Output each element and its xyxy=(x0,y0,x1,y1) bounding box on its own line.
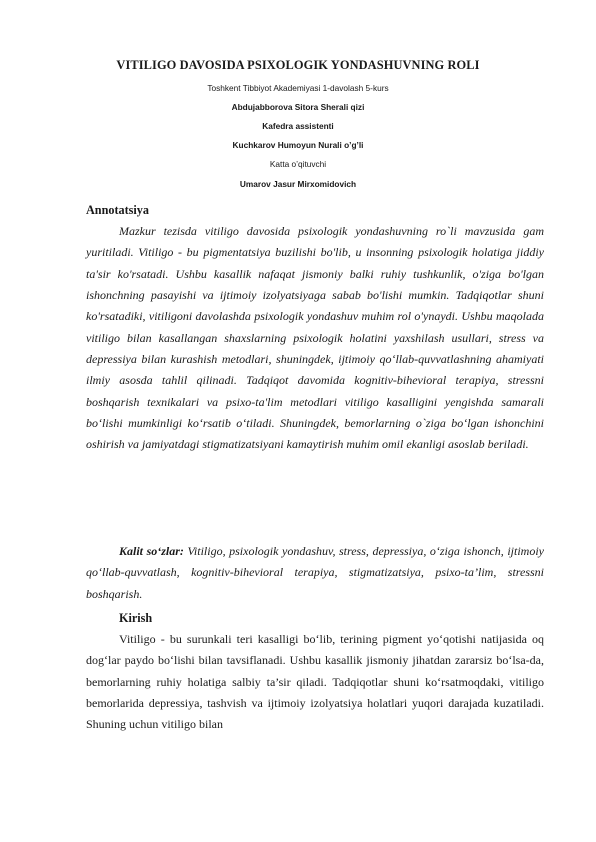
author-name-2: Kuchkarov Humoyun Nurali o’g’li xyxy=(232,140,364,150)
author-name-1: Abdujabborova Sitora Sherali qizi xyxy=(231,102,365,112)
keywords-paragraph xyxy=(86,541,544,605)
abstract-paragraph: Mazkur tezisda vitiligo davosida psixologik yondashuvning ro`li mavzusida gam yuritiladi. Vitiligo - bu pigmentatsiya buzilishi bo'lib, u insonning psixologik holatiga jiddiy ta'sir ko'rsatadi. Ushbu kasallik nafaqat jismoniy balki ruhiy tushkunlik, o'ziga bo'lgan ishonchning pasayishi va ijtimoiy izolyatsiyaga sabab bo'lishi mumkin. Tadqiqotlar shuni ko'rsatadiki, vitiligoni davolashda psixologik yondashuv muhim rol o'ynaydi. Ushbu maqolada vitiligo bilan kasallangan shaxslarning psixologik holatini yaxshilash usullari, stress va depressiya bilan kurashish metodlari, shuningdek, ijtimoiy qo‘llab-quvvatlashning ahamiyati ilmiy asosda tahlil qilinadi. Tadqiqot davomida kognitiv-bihevioral terapiya, stressni boshqarish texnikalari va psixo-ta'lim metodlari vitiligo kasalligini yengishda samarali bo‘lishi mumkinligi ko‘rsatib o‘tiladi. Shuningdek, bemorlarning o`ziga bo‘lgan ishonchini oshirish va jamiyatdagi stigmatizatsiyani kamaytirish muhim omil ekanligi asoslab beriladi. xyxy=(86,224,544,452)
abstract-heading: Annotatsiya xyxy=(86,203,149,217)
paper-title: VITILIGO DAVOSIDA PSIXOLOGIK YONDASHUVNING ROLI xyxy=(116,58,480,72)
author-role-2: Katta o’qituvchi xyxy=(269,159,327,169)
keywords-label: Kalit so‘zlar: xyxy=(119,544,184,558)
affiliation: Toshkent Tibbiyot Akademiyasi 1-davolash 5-kurs xyxy=(207,83,389,93)
author-role-1: Kafedra assistenti xyxy=(262,121,334,131)
author-name-3: Umarov Jasur Mirxomidovich xyxy=(239,179,357,189)
intro-heading: Kirish xyxy=(119,611,153,625)
intro-paragraph: Vitiligo - bu surunkali teri kasalligi bo‘lib, terining pigment yo‘qotishi natijasida oq dog‘lar paydo bo‘lishi bilan tavsiflanadi. Ushbu kasallik jismoniy jihatdan zararsiz bo‘lsa-da, bemorlarning ruhiy holatiga salbiy ta’sir qiladi. Tadqiqotlar shuni ko‘rsatmoqdaki, vitiligo bemorlarida depressiya, tashvish va ijtimoiy izolyatsiya holatlari yuqori darajada kuzatiladi. Shuning uchun vitiligo bilan xyxy=(86,632,544,732)
keywords-text: Vitiligo, psixologik yondashuv, stress, depressiya, o‘ziga ishonch, ijtimoiy qo‘llab-quvvatlash, kognitiv-bihevioral terapiya, stigmatizatsiya, psixo-ta’lim, stressni boshqarish. xyxy=(86,544,544,601)
